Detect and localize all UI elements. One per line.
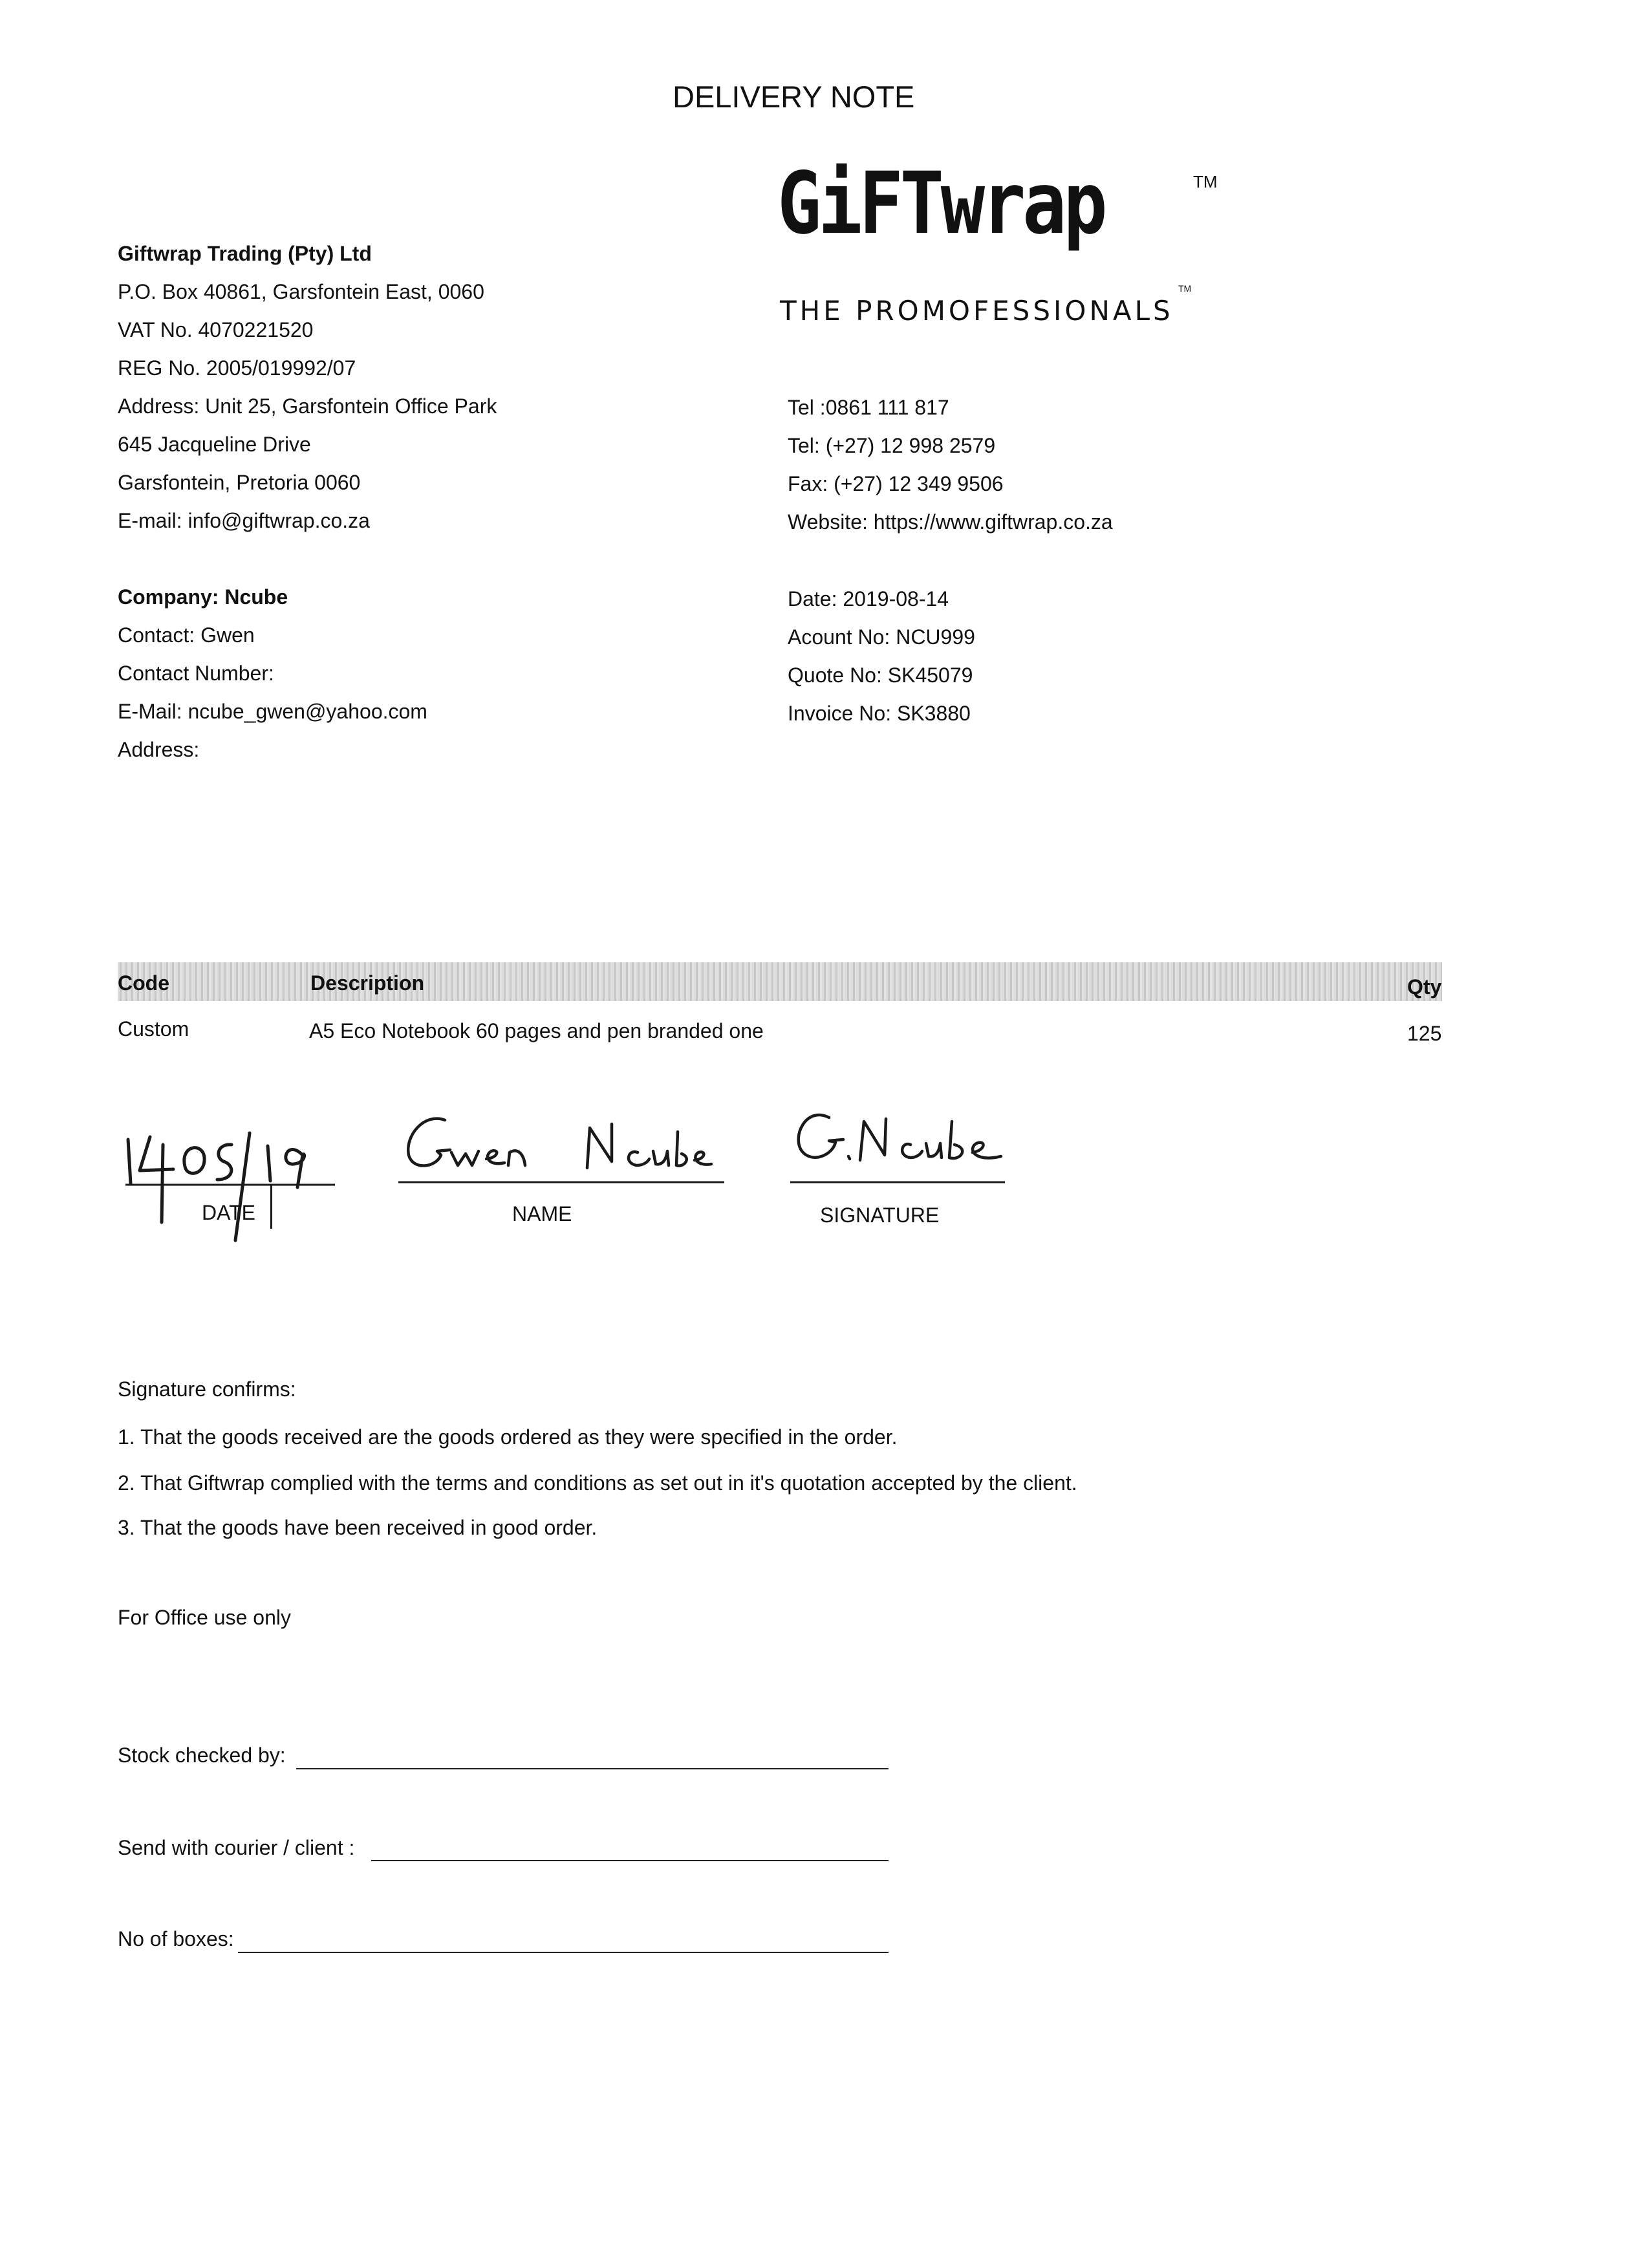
tel-line-2: Tel: (+27) 12 998 2579	[788, 434, 996, 457]
handwritten-signature	[788, 1102, 1092, 1199]
confirmation-item-1: 1. That the goods received are the goods ordered as they were specified in the order.	[118, 1425, 898, 1449]
send-with-field[interactable]	[371, 1860, 889, 1861]
boxes-label: No of boxes:	[118, 1927, 234, 1950]
handwritten-name	[396, 1106, 732, 1190]
client-address: Address:	[118, 738, 200, 761]
company-name: Giftwrap Trading (Pty) Ltd	[118, 242, 372, 265]
client-email: E-Mail: ncube_gwen@yahoo.com	[118, 700, 427, 723]
stock-checked-label: Stock checked by:	[118, 1744, 286, 1767]
fax-line: Fax: (+27) 12 349 9506	[788, 472, 1004, 495]
company-email: E-mail: info@giftwrap.co.za	[118, 509, 370, 532]
confirmation-item-3: 3. That the goods have been received in good order.	[118, 1516, 598, 1539]
company-address-line1: Address: Unit 25, Garsfontein Office Park	[118, 394, 497, 418]
confirmation-item-2: 2. That Giftwrap complied with the terms and conditions as set out in it's quotation accepted by the client.	[118, 1471, 1077, 1495]
col-header-code: Code	[118, 971, 169, 995]
date-label: DATE	[202, 1201, 255, 1224]
website-line: Website: https://www.giftwrap.co.za	[788, 510, 1113, 534]
page-title: DELIVERY NOTE	[673, 80, 915, 114]
company-address-line3: Garsfontein, Pretoria 0060	[118, 471, 361, 494]
handwritten-date	[120, 1125, 340, 1242]
logo-wordmark: GiFTwrap	[777, 154, 1105, 254]
logo-trademark: TM	[1193, 172, 1218, 191]
doc-date: Date: 2019-08-14	[788, 587, 949, 610]
tagline-trademark: TM	[1178, 283, 1192, 294]
tel-line-1: Tel :0861 111 817	[788, 396, 949, 419]
doc-quote-no: Quote No: SK45079	[788, 664, 973, 687]
row-code: Custom	[118, 1017, 189, 1041]
doc-invoice-no: Invoice No: SK3880	[788, 702, 971, 725]
company-po-box: P.O. Box 40861, Garsfontein East, 0060	[118, 280, 484, 303]
row-description: A5 Eco Notebook 60 pages and pen branded one	[309, 1019, 764, 1042]
giftwrap-logo	[777, 154, 1158, 254]
name-label: NAME	[512, 1202, 572, 1226]
stock-checked-field[interactable]	[296, 1768, 889, 1769]
company-reg: REG No. 2005/019992/07	[118, 356, 356, 380]
date-divider	[270, 1185, 272, 1229]
row-qty: 125	[1407, 1022, 1442, 1045]
doc-account-no: Acount No: NCU999	[788, 625, 975, 649]
confirmation-heading: Signature confirms:	[118, 1377, 296, 1401]
client-contact-number: Contact Number:	[118, 662, 274, 685]
col-header-qty: Qty	[1407, 975, 1442, 999]
signature-label: SIGNATURE	[820, 1204, 940, 1227]
client-company: Company: Ncube	[118, 585, 288, 609]
office-use-heading: For Office use only	[118, 1606, 291, 1629]
company-vat: VAT No. 4070221520	[118, 318, 314, 341]
send-with-label: Send with courier / client :	[118, 1836, 355, 1859]
col-header-description: Description	[310, 971, 425, 995]
logo-tagline: THE PROMOFESSIONALS	[780, 295, 1174, 327]
company-address-line2: 645 Jacqueline Drive	[118, 433, 311, 456]
boxes-field[interactable]	[238, 1952, 889, 1953]
client-contact: Contact: Gwen	[118, 623, 255, 647]
